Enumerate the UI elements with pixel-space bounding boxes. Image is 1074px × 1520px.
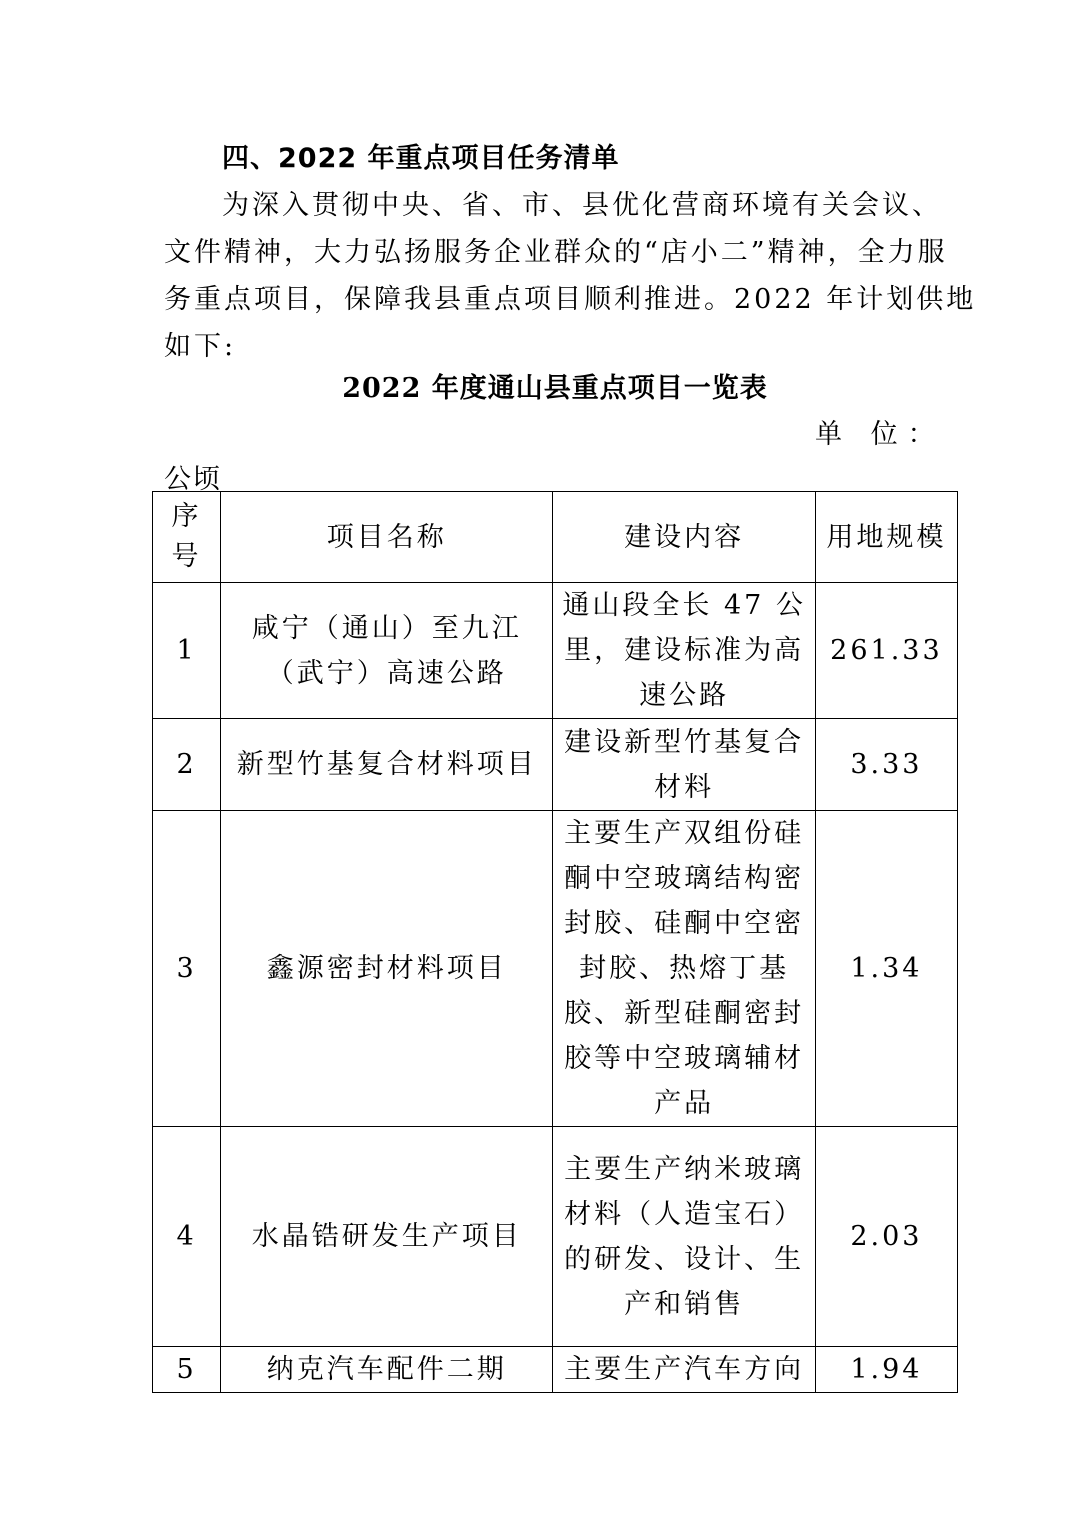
cell-name: 水晶锆研发生产项目 — [221, 1127, 553, 1347]
cell-area: 261.33 — [815, 583, 957, 719]
table-header-row — [153, 492, 958, 583]
section-heading: 四、2022 年重点项目任务清单 — [222, 143, 620, 174]
cell-no: 4 — [153, 1127, 221, 1347]
cell-no: 3 — [153, 811, 221, 1127]
cell-name: 咸宁（通山）至九江（武宁）高速公路 — [221, 583, 553, 719]
table-row — [153, 811, 958, 1127]
cell-content: 主要生产双组份硅酮中空玻璃结构密封胶、硅酮中空密封胶、热熔丁基胶、新型硅酮密封胶等中空玻璃辅材产品 — [553, 811, 815, 1127]
table-row — [153, 719, 958, 811]
header-name: 项目名称 — [221, 492, 553, 583]
cell-area: 3.33 — [815, 719, 957, 811]
cell-area: 1.34 — [815, 811, 957, 1127]
paragraph-line: 如下: — [164, 331, 237, 362]
paragraph-line: 为深入贯彻中央、省、市、县优化营商环境有关会议、 — [222, 190, 942, 221]
paragraph-line: 文件精神，大力弘扬服务企业群众的“店小二”精神，全力服 — [164, 237, 948, 268]
cell-content: 主要生产汽车方向 — [553, 1347, 815, 1393]
unit-value: 公顷 — [164, 464, 222, 495]
paragraph-line: 务重点项目，保障我县重点项目顺利推进。2022 年计划供地 — [164, 284, 977, 315]
table-title: 2022 年度通山县重点项目一览表 — [342, 373, 768, 404]
cell-name: 新型竹基复合材料项目 — [221, 719, 553, 811]
project-table — [152, 491, 958, 1393]
cell-content: 通山段全长 47 公里，建设标准为高速公路 — [553, 583, 815, 719]
cell-no: 5 — [153, 1347, 221, 1393]
cell-area: 1.94 — [815, 1347, 957, 1393]
cell-content: 主要生产纳米玻璃材料（人造宝石）的研发、设计、生产和销售 — [553, 1127, 815, 1347]
cell-name: 纳克汽车配件二期 — [221, 1347, 553, 1393]
table-row — [153, 583, 958, 719]
cell-content: 建设新型竹基复合材料 — [553, 719, 815, 811]
table-row — [153, 1127, 958, 1347]
header-content: 建设内容 — [553, 492, 815, 583]
cell-area: 2.03 — [815, 1127, 957, 1347]
unit-label: 单 位： — [815, 419, 945, 450]
header-area: 用地规模 — [815, 492, 957, 583]
table-row — [153, 1347, 958, 1393]
header-no: 序号 — [153, 492, 221, 583]
cell-no: 2 — [153, 719, 221, 811]
cell-no: 1 — [153, 583, 221, 719]
cell-name: 鑫源密封材料项目 — [221, 811, 553, 1127]
